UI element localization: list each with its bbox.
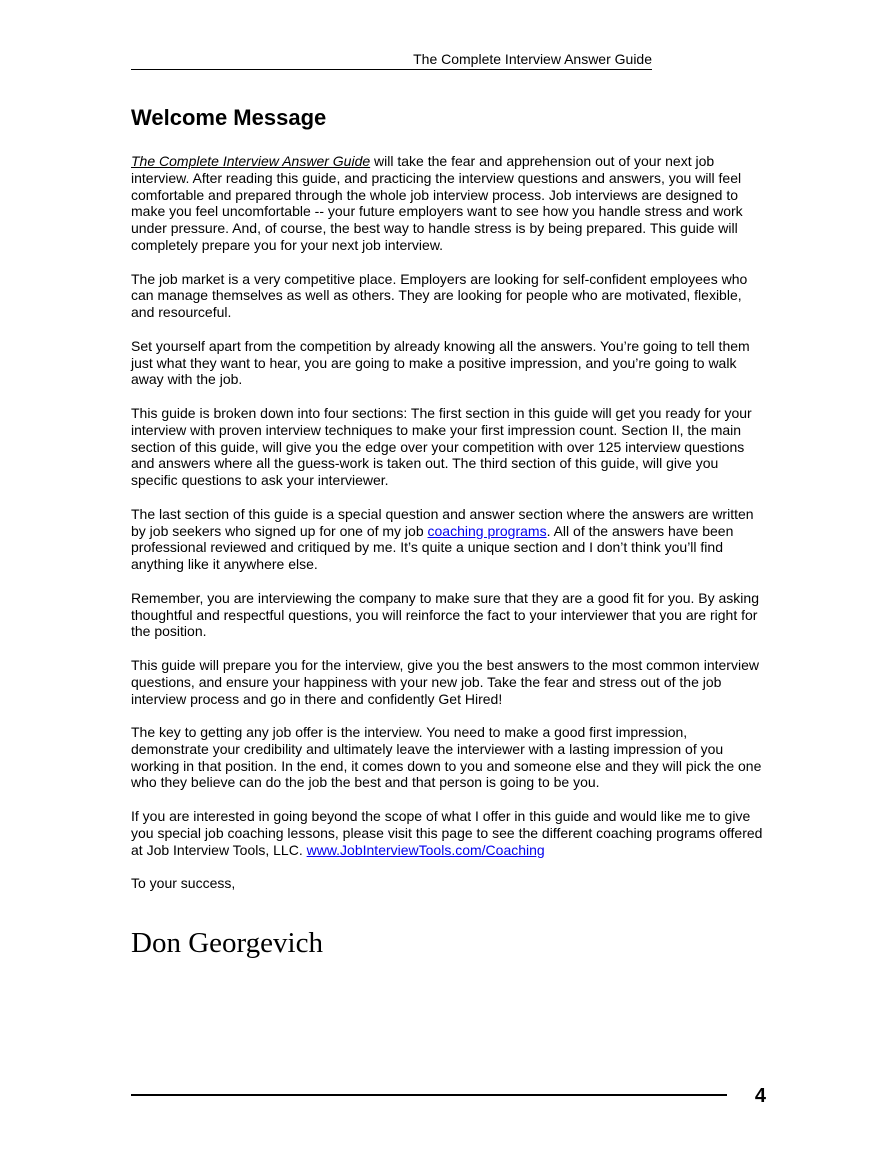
paragraph-intro-text: will take the fear and apprehension out of your next job interview. After reading this guide, and practicing the interview questions and answers, you will feel comfortable and prepared through the whole job interview process. Job interviews are designed to make you feel uncomfortable -- your future employers want to see how you handle stress and work under pressure. And, of course, the best way to handle stress is by being prepared. This guide will completely prepare you for your next job interview. [131, 153, 743, 253]
paragraph-job-market: The job market is a very competitive place. Employers are looking for self-confident employees who can manage themselves as well as others. They are looking for people who are motivated, flexible, and resourceful. [131, 270, 748, 321]
author-signature: Don Georgevich [131, 927, 323, 960]
paragraph-set-apart: Set yourself apart from the competition by already knowing all the answers. You’re going to tell them just what they want to hear, you are going to make a positive impression, and you’re going to walk away with the job. [131, 337, 750, 388]
paragraph-coaching-text: If you are interested in going beyond the scope of what I offer in this guide and would like me to give you special job coaching lessons, please visit this page to see the different coaching programs offered at Job Interview Tools, LLC. [131, 808, 763, 858]
paragraph-coaching [131, 808, 763, 858]
page-title: Welcome Message [131, 105, 327, 130]
paragraph-last-section [131, 506, 763, 573]
paragraph-remember: Remember, you are interviewing the company to make sure that they are a good fit for you. By asking thoughtful and respectful questions, you will reinforce the fact to your interviewer that you are right for the position. [131, 589, 759, 640]
paragraph-prepare: This guide will prepare you for the interview, give you the best answers to the most common interview questions, and ensure your happiness with your new job. Take the fear and stress out of the job interview process and go in there and confidently Get Hired! [131, 656, 759, 707]
running-header: The Complete Interview Answer Guide [131, 50, 652, 70]
paragraph-last-section-text-before: The last section of this guide is a special question and answer section where the answers are written by job seekers who signed up for one of my job [131, 505, 754, 539]
guide-title-reference: The Complete Interview Answer Guide [131, 153, 371, 169]
paragraph-intro [131, 153, 763, 254]
page-number: 4 [754, 1085, 766, 1107]
paragraph-last-section-text-after: . All of the answers have been professional reviewed and critiqued by me. It’s quite a unique section and I don’t think you’ll find anything like it anywhere else. [131, 522, 734, 573]
footer-divider [131, 1094, 727, 1096]
closing-line: To your success, [131, 875, 236, 892]
paragraph-sections: This guide is broken down into four sections: The first section in this guide will get you ready for your interview with proven interview techniques to make your first impression count. Section II, the main section of this guide, will give you the edge over your competition with over 125 interview questions and answers where all the guess-work is taken out. The third section of this guide, will give you specific questions to ask your interviewer. [131, 404, 752, 489]
coaching-programs-link[interactable]: coaching programs [427, 522, 547, 539]
coaching-url-link[interactable]: www.JobInterviewTools.com/Coaching [306, 841, 545, 858]
page-content [131, 103, 763, 960]
paragraph-key: The key to getting any job offer is the interview. You need to make a good first impression, demonstrate your credibility and ultimately leave the interviewer with a lasting impression of you working in that position. In the end, it comes down to you and someone else and they will pick the one who they believe can do the job the best and that person is going to be you. [131, 724, 762, 791]
